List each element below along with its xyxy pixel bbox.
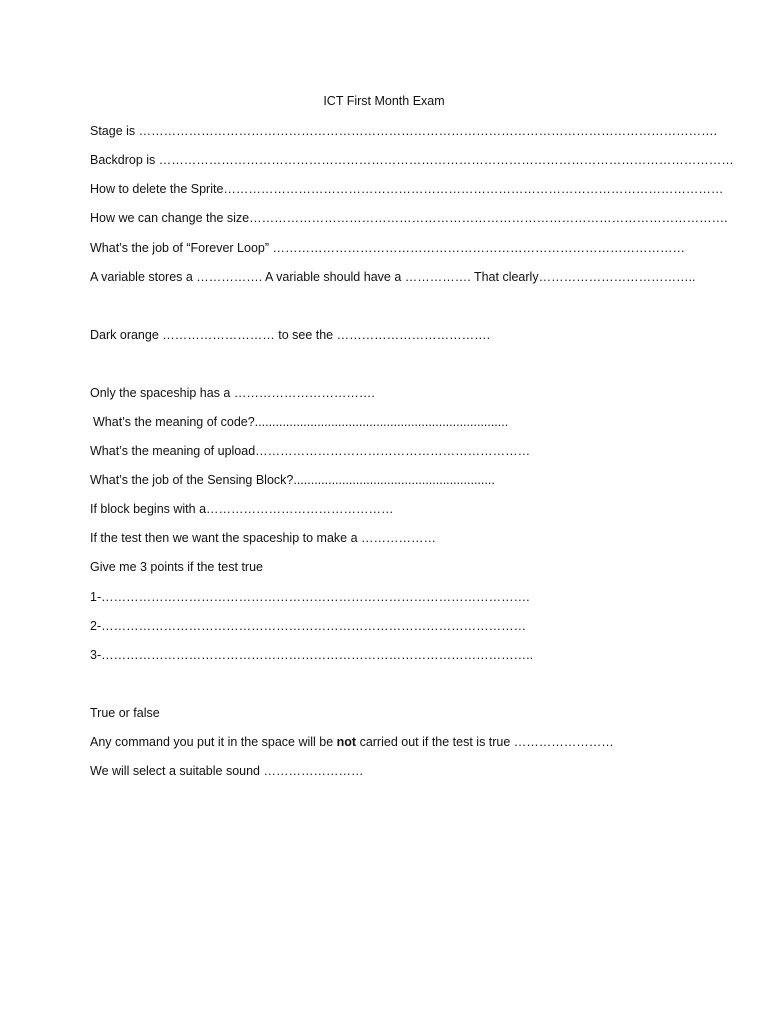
statement-command xyxy=(90,734,614,750)
question-forever-loop: What’s the job of “Forever Loop” ……………………………………………………………………………………… xyxy=(90,241,685,255)
question-dark-orange: Dark orange ……………………… to see the ………………………………. xyxy=(90,328,491,342)
question-meaning-upload: What’s the meaning of upload………………………………………………………… xyxy=(90,444,531,458)
answer-line-1: 1-…………………………………………………………………………………………. xyxy=(90,590,530,604)
question-if-test: If the test then we want the spaceship to make a ……………… xyxy=(90,531,436,545)
question-sensing-block: What’s the job of the Sensing Block?.......................................................... xyxy=(90,473,495,487)
answer-line-2: 2-………………………………………………………………………………………… xyxy=(90,619,527,633)
statement-command-bold: not xyxy=(336,735,357,749)
question-backdrop: Backdrop is ………………………………………………………………………………………………………………………… xyxy=(90,153,734,167)
statement-command-before: Any command you put it in the space will be xyxy=(90,735,337,749)
statement-sound: We will select a suitable sound …………………… xyxy=(90,764,364,778)
question-stage: Stage is …………………………………………………………………………………………………………………………. xyxy=(90,124,718,138)
question-three-points: Give me 3 points if the test true xyxy=(90,560,263,574)
statement-command-after: carried out if the test is true …………………… xyxy=(356,735,614,749)
question-variable: A variable stores a ……………. A variable should have a ……………. That clearly……………………………….. xyxy=(90,270,696,284)
answer-line-3: 3-………………………………………………………………………………………….. xyxy=(90,648,534,662)
question-meaning-code: What’s the meaning of code?......................................................................... xyxy=(93,415,509,429)
page-title: ICT First Month Exam xyxy=(323,94,445,108)
section-true-false: True or false xyxy=(90,706,160,720)
question-delete-sprite: How to delete the Sprite………………………………………………………………………………………………………… xyxy=(90,182,724,196)
question-change-size: How we can change the size……………………………………………………………………………………………………. xyxy=(90,211,728,225)
question-spaceship: Only the spaceship has a ……………………………. xyxy=(90,386,375,400)
question-if-block: If block begins with a……………………………………… xyxy=(90,502,394,516)
